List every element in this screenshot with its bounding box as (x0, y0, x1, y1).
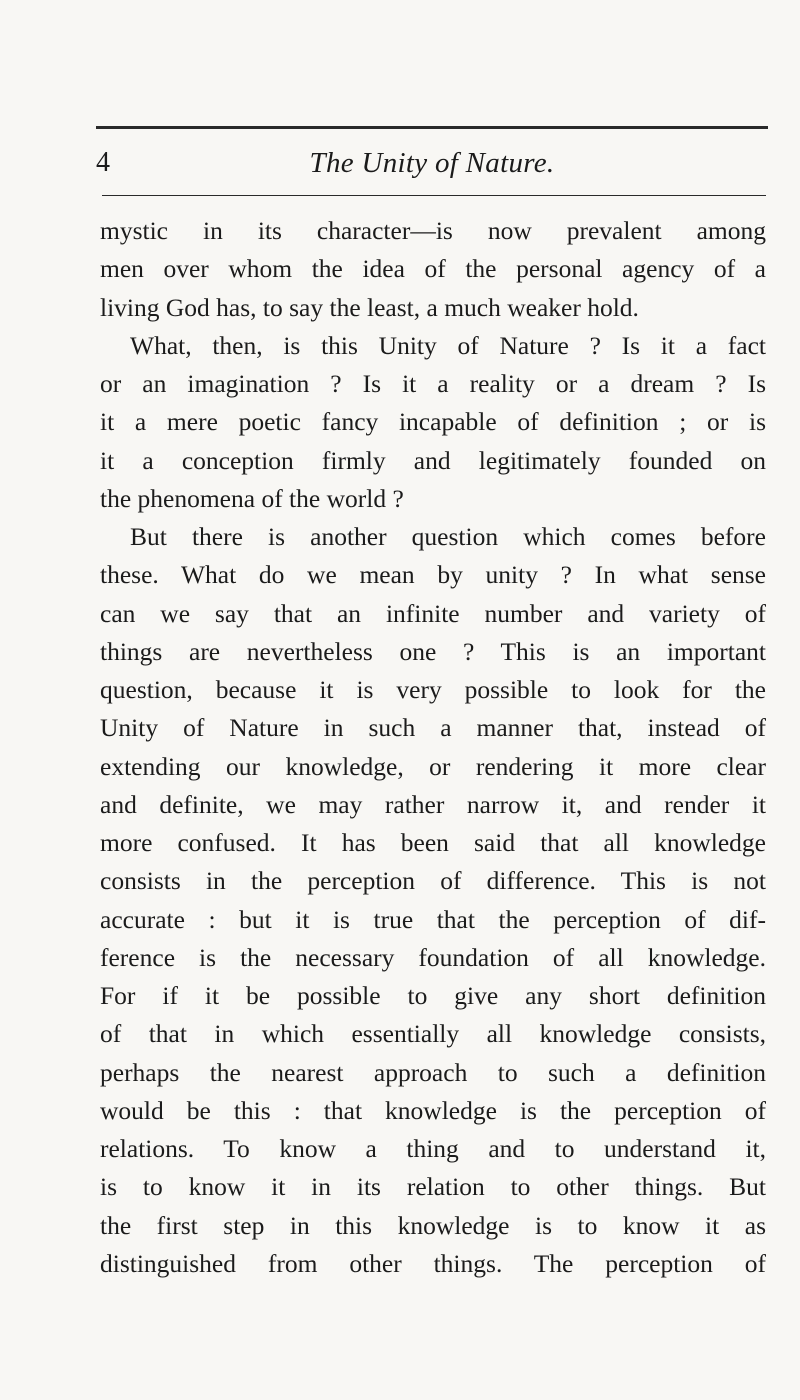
text-line: What, then, is this Unity of Nature ? Is it a fact (130, 330, 766, 360)
text-line: For if it be possible to give any short definition (100, 981, 766, 1010)
running-head: The Unity of Nature. (309, 147, 555, 179)
text-line: things are nevertheless one ? This is an important (100, 636, 766, 666)
text-line: Unity of Nature in such a manner that, instead of (100, 713, 766, 743)
text-line: is to know it in its relation to other things. But (100, 1172, 766, 1202)
text-line: question, because it is very possible to look for the (100, 675, 766, 704)
text-line: living God has, to say the least, a much weaker hold. (100, 292, 639, 322)
text-line: or an imagination ? Is it a reality or a dream ? Is (100, 369, 766, 398)
header-top-rule (96, 126, 768, 129)
text-line: and definite, we may rather narrow it, and render it (100, 789, 766, 819)
text-line: it a conception firmly and legitimately founded on (100, 445, 766, 475)
text-line: extending our knowledge, or rendering it more clear (100, 751, 766, 781)
page-number: 4 (96, 147, 110, 178)
text-line: distinguished from other things. The perception of (100, 1248, 766, 1278)
text-line: these. What do we mean by unity ? In what sense (100, 560, 766, 590)
body-text (100, 212, 766, 1283)
text-line: men over whom the idea of the personal agency of a (100, 254, 766, 284)
text-line: of that in which essentially all knowledge consists, (100, 1019, 766, 1049)
text-line: it a mere poetic fancy incapable of definition ; or is (100, 407, 766, 437)
text-line: consists in the perception of difference. This is not (100, 866, 766, 896)
text-line: perhaps the nearest approach to such a definition (100, 1057, 766, 1087)
text-line: can we say that an infinite number and variety of (100, 598, 766, 628)
text-line: ference is the necessary foundation of all knowledge. (100, 942, 766, 972)
text-line: mystic in its character—is now prevalent among (100, 216, 766, 245)
text-line: relations. To know a thing and to understand it, (100, 1134, 766, 1163)
text-line: would be this : that knowledge is the perception of (100, 1095, 766, 1125)
text-line: more confused. It has been said that all knowledge (100, 828, 766, 857)
text-line: the phenomena of the world ? (100, 483, 404, 513)
text-line: But there is another question which comes before (130, 522, 766, 551)
header-bottom-rule (102, 195, 766, 196)
page-header (96, 143, 768, 183)
text-line: the first step in this knowledge is to know it as (100, 1210, 766, 1240)
text-line: accurate : but it is true that the perception of dif- (100, 904, 766, 934)
